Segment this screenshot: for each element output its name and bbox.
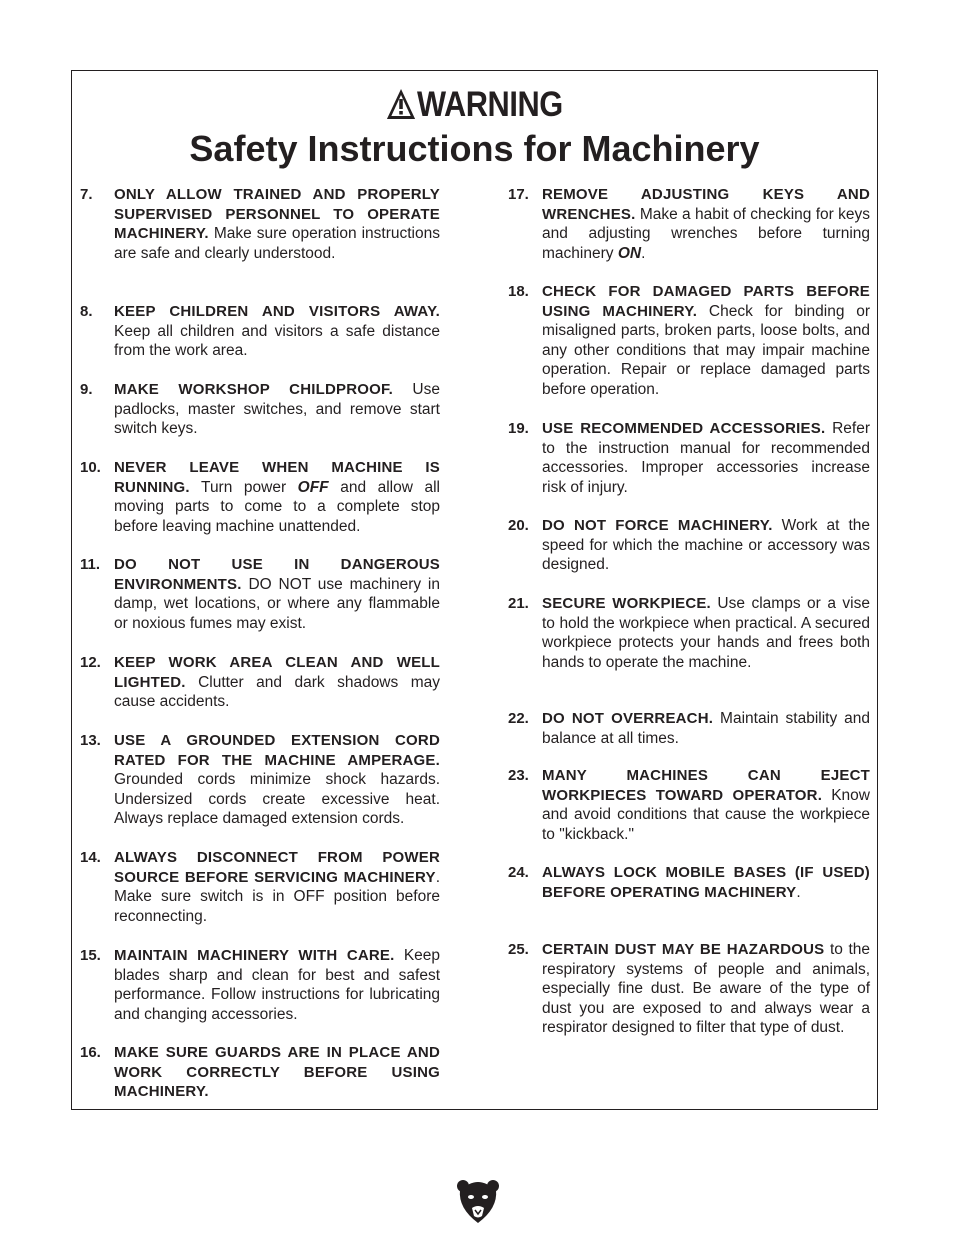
item-number: 15.	[80, 947, 101, 964]
item-number: 17.	[508, 186, 529, 203]
item-heading: DO NOT OVERREACH.	[542, 710, 714, 727]
item-heading: KEEP WORK AREA CLEAN AND WELL LIGHTED.	[114, 654, 440, 691]
list-item	[508, 766, 870, 844]
item-text: .	[796, 883, 801, 901]
item-heading: ONLY ALLOW TRAINED AND PROPERLY SUPERVISED PERSONNEL TO OPERATE MACHINERY.	[114, 186, 440, 242]
item-number: 21.	[508, 595, 529, 612]
item-text: Grounded cords minimize shock hazards. Undersized cords create excessive heat. Always replace damaged extension cords.	[114, 771, 440, 827]
list-item	[80, 302, 440, 361]
item-heading: MANY MACHINES CAN EJECT WORKPIECES TOWARD OPERATOR.	[542, 767, 870, 804]
item-text: Keep all children and visitors a safe distance from the work area.	[114, 322, 440, 359]
list-item	[508, 709, 870, 748]
item-number: 12.	[80, 654, 101, 671]
list-item	[80, 555, 440, 633]
item-text: Know and avoid conditions that cause the workpiece to "kickback."	[542, 786, 870, 843]
item-number: 22.	[508, 710, 529, 727]
item-heading: USE A GROUNDED EXTENSION CORD RATED FOR THE MACHINE AMPERAGE.	[114, 732, 440, 769]
warning-heading	[120, 85, 828, 125]
item-number: 19.	[508, 420, 529, 437]
item-heading: DO NOT FORCE MACHINERY.	[542, 517, 773, 534]
item-emphasis: ON	[617, 244, 642, 262]
item-heading: ALWAYS LOCK MOBILE BASES (IF USED) BEFORE OPERATING MACHINERY	[542, 864, 870, 901]
item-number: 11.	[80, 556, 101, 573]
item-heading: MAKE WORKSHOP CHILDPROOF.	[114, 381, 394, 398]
item-text: Clutter and dark shadows may cause accidents.	[114, 673, 440, 710]
item-text: Make sure operation instructions are safe and clearly understood.	[114, 225, 440, 262]
list-item	[80, 848, 440, 926]
item-text: Work at the speed for which the machine or accessory was designed.	[542, 517, 870, 573]
list-item	[80, 1043, 440, 1102]
list-item	[508, 516, 870, 575]
item-text: to the respiratory systems of people and animals, especially fine dust. Be aware of the type of dust you are exposed to and always wear a respirator designed to filter that type of dust.	[542, 941, 870, 1036]
item-text: and allow all moving parts to come to a complete stop before leaving machine unattended.	[114, 478, 440, 535]
item-number: 18.	[508, 283, 529, 300]
item-text: Turn power	[201, 478, 287, 496]
list-item	[80, 653, 440, 712]
item-number: 24.	[508, 864, 529, 881]
warning-box	[71, 70, 878, 1110]
item-number: 10.	[80, 459, 101, 476]
item-number: 9.	[80, 381, 93, 398]
item-heading: USE RECOMMENDED ACCESSORIES.	[542, 420, 826, 437]
item-text: Keep blades sharp and clean for best and safest performance. Follow instructions for lubricating and changing accessories.	[114, 947, 441, 1023]
list-item	[508, 940, 870, 1038]
item-heading: CHECK FOR DAMAGED PARTS BEFORE USING MACHINERY.	[542, 283, 870, 320]
list-item	[80, 458, 440, 536]
item-heading: ALWAYS DISCONNECT FROM POWER SOURCE BEFORE SERVICING MACHINERY	[114, 849, 440, 886]
item-heading: DO NOT USE IN DANGEROUS ENVIRONMENTS.	[114, 556, 440, 593]
warning-label: WARNING	[417, 85, 563, 124]
item-number: 16.	[80, 1044, 101, 1061]
item-heading: MAINTAIN MACHINERY WITH CARE.	[114, 947, 395, 964]
list-item	[508, 419, 870, 497]
item-number: 23.	[508, 767, 529, 784]
item-number: 25.	[508, 941, 529, 958]
page-title: Safety Instructions for Machinery	[189, 128, 760, 169]
item-text: Use clamps or a vise to hold the workpiece when practical. A secured workpiece protects your hands and frees both hands to operate the machine.	[542, 595, 870, 671]
list-item	[508, 594, 870, 672]
item-text: Check for binding or misaligned parts, broken parts, loose bolts, and any other conditions that may impair machine operation. Repair or replace damaged parts before operation.	[542, 302, 871, 398]
item-text: Make a habit of checking for keys and adjusting wrenches before turning machinery	[542, 205, 870, 262]
item-heading: NEVER LEAVE WHEN MACHINE IS RUNNING.	[114, 459, 440, 496]
item-text: .	[641, 244, 646, 262]
item-text: Use padlocks, master switches, and remove start switch keys.	[114, 381, 440, 437]
item-heading: REMOVE ADJUSTING KEYS AND WRENCHES.	[542, 186, 870, 223]
item-heading: MAKE SURE GUARDS ARE IN PLACE AND WORK CORRECTLY BEFORE USING MACHINERY.	[114, 1044, 440, 1100]
bear-head-logo-icon	[456, 1178, 500, 1224]
list-item	[508, 185, 870, 263]
item-text: DO NOT use machinery in damp, wet locations, or where any flammable or noxious fumes may exist.	[114, 575, 440, 632]
item-text: . Make sure switch is in OFF position before reconnecting.	[114, 868, 440, 925]
item-number: 14.	[80, 849, 101, 866]
list-item	[80, 731, 440, 829]
list-item	[80, 185, 440, 263]
item-heading: CERTAIN DUST MAY BE HAZARDOUS	[542, 941, 825, 958]
item-number: 8.	[80, 303, 93, 320]
list-item	[508, 282, 870, 399]
item-emphasis: OFF	[297, 478, 329, 496]
item-heading: SECURE WORKPIECE.	[542, 595, 711, 612]
list-item	[80, 946, 440, 1024]
item-number: 13.	[80, 732, 101, 749]
list-item	[80, 380, 440, 439]
item-text: Refer to the instruction manual for recommended accessories. Improper accessories increase risk of injury.	[542, 420, 870, 496]
warning-triangle-icon	[386, 88, 416, 120]
item-text: Maintain stability and balance at all times.	[542, 710, 870, 747]
item-number: 7.	[80, 186, 93, 203]
item-number: 20.	[508, 517, 529, 534]
list-item	[508, 863, 870, 902]
item-heading: KEEP CHILDREN AND VISITORS AWAY.	[114, 303, 440, 320]
